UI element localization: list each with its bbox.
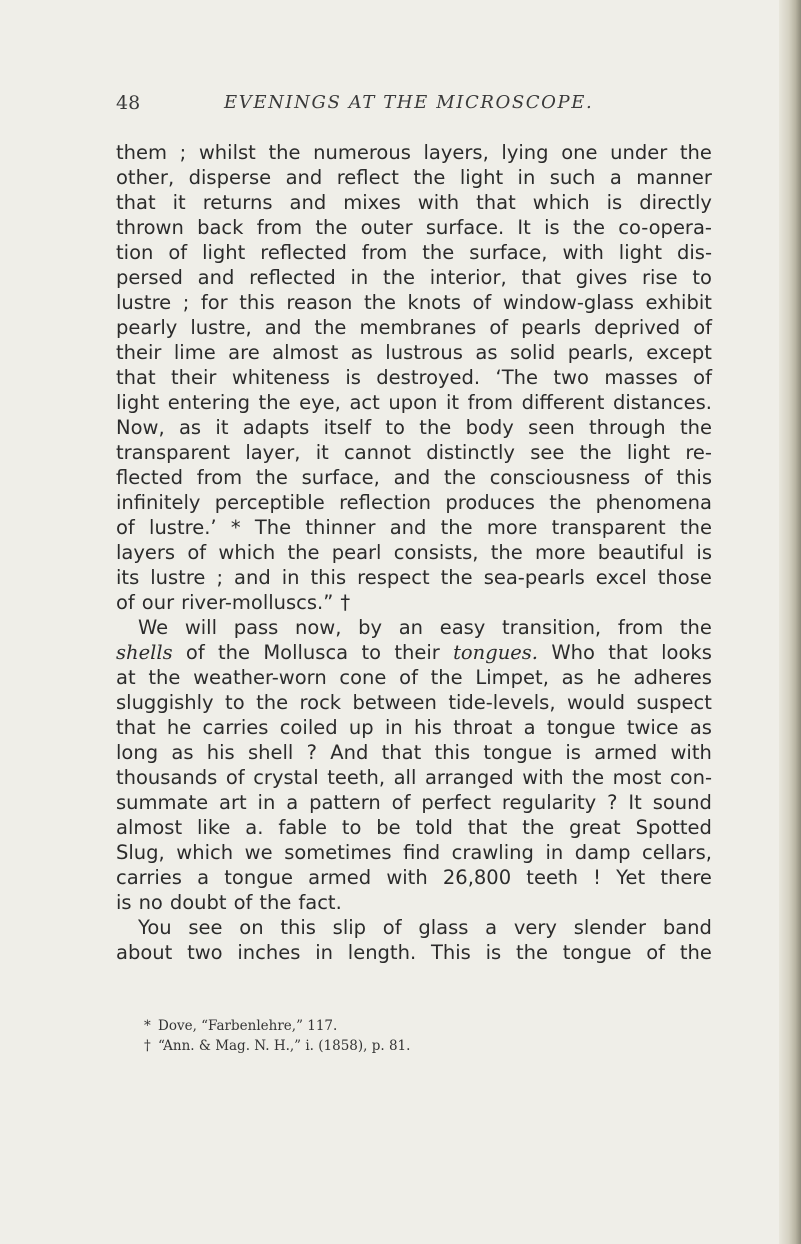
page-number: 48: [116, 92, 141, 114]
text-line: infinitely perceptible reflection produces the phenomena: [116, 491, 712, 514]
text-line: Now, as it adapts itself to the body seen through the: [116, 416, 712, 439]
body-text: [116, 140, 712, 965]
text-line: about two inches in length. This is the tongue of the: [116, 941, 712, 964]
footnote-text: Dove, “Farbenlehre,” 117.: [158, 1018, 338, 1034]
text-line: tion of light reflected from the surface, with light dis-: [116, 241, 712, 264]
text-line: that it returns and mixes with that which is directly: [116, 191, 712, 214]
text-line: almost like a. fable to be told that the great Spotted: [116, 816, 712, 839]
text-line: shells of the Mollusca to their tongues. Who that looks: [116, 641, 712, 664]
text-line: layers of which the pearl consists, the more beautiful is: [116, 541, 712, 564]
text-line: of our river-molluscs.” †: [116, 591, 351, 614]
text-line: its lustre ; and in this respect the sea-pearls excel those: [116, 566, 712, 589]
text-line: light entering the eye, act upon it from different distances.: [116, 391, 712, 414]
text-line: of lustre.’ * The thinner and the more transparent the: [116, 516, 712, 539]
footnote: [144, 1016, 644, 1036]
running-head: EVENINGS AT THE MICROSCOPE.: [224, 92, 594, 113]
text-line: pearly lustre, and the membranes of pearls deprived of: [116, 316, 712, 339]
footnote-text: “Ann. & Mag. N. H.,” i. (1858), p. 81.: [158, 1038, 411, 1054]
footnote: [144, 1036, 644, 1056]
text-line: flected from the surface, and the consciousness of this: [116, 466, 712, 489]
page-edge-shadow: [779, 0, 801, 1244]
text-line: thrown back from the outer surface. It is the co-opera-: [116, 216, 712, 239]
text-line: that he carries coiled up in his throat a tongue twice as: [116, 716, 712, 739]
text-line: You see on this slip of glass a very slender band: [138, 916, 712, 939]
text-line: them ; whilst the numerous layers, lying one under the: [116, 141, 712, 164]
text-line: We will pass now, by an easy transition, from the: [138, 616, 712, 639]
text-line: lustre ; for this reason the knots of window-glass exhibit: [116, 291, 712, 314]
text-line: other, disperse and reflect the light in such a manner: [116, 166, 712, 189]
text-line: Slug, which we sometimes find crawling in damp cellars,: [116, 841, 712, 864]
text-line: that their whiteness is destroyed. ‘The two masses of: [116, 366, 712, 389]
footnote-marker: †: [144, 1038, 151, 1054]
text-line: their lime are almost as lustrous as solid pearls, except: [116, 341, 712, 364]
footnotes: [144, 1016, 644, 1056]
text-line: carries a tongue armed with 26,800 teeth ! Yet there: [116, 866, 712, 889]
text-line: transparent layer, it cannot distinctly see the light re-: [116, 441, 712, 464]
text-line: long as his shell ? And that this tongue is armed with: [116, 741, 712, 764]
page-header: [116, 92, 716, 122]
text-line: summate art in a pattern of perfect regularity ? It sound: [116, 791, 712, 814]
text-line: thousands of crystal teeth, all arranged with the most con-: [116, 766, 712, 789]
text-line: at the weather-worn cone of the Limpet, as he adheres: [116, 666, 712, 689]
text-line: persed and reflected in the interior, that gives rise to: [116, 266, 712, 289]
text-line: is no doubt of the fact.: [116, 891, 342, 914]
text-line: sluggishly to the rock between tide-levels, would suspect: [116, 691, 712, 714]
footnote-marker: *: [144, 1018, 151, 1034]
